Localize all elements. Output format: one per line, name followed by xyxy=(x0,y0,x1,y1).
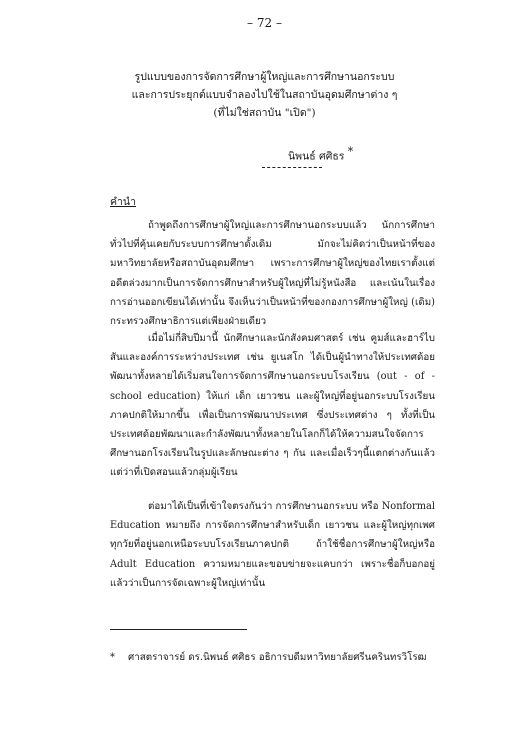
footnote xyxy=(110,650,440,665)
footnote-mark: * xyxy=(110,652,115,663)
footnote-text: ศาสตราจารย์ ดร.นิพนธ์ ศศิธร อธิการบดีมหาวิทยาลัยศรีนครินทรวิโรฒ xyxy=(128,652,427,663)
section-heading: คำนำ xyxy=(110,196,136,208)
page-number: – 72 – xyxy=(247,16,282,30)
body-paragraph-3 xyxy=(110,497,435,593)
body-paragraph-1 xyxy=(110,216,435,331)
author-footnote-mark: * xyxy=(347,145,354,158)
title-line-3: (ที่ไม่ใช่สถาบัน "เปิด") xyxy=(213,107,316,119)
author-line xyxy=(288,145,353,165)
document-title xyxy=(0,68,529,122)
title-separator xyxy=(262,167,322,168)
footnote-rule xyxy=(110,629,247,630)
title-line-2: และการประยุกต์แบบจำลองไปใช้ในสถาบันอุดมศึกษาต่าง ๆ xyxy=(131,89,398,101)
body-paragraph-2 xyxy=(110,329,435,483)
title-line-1: รูปแบบของการจัดการศึกษาผู้ใหญ่และการศึกษานอกระบบ xyxy=(134,71,395,83)
paragraph-text: ต่อมาได้เป็นที่เข้าใจตรงกันว่า การศึกษานอกระบบ หรือ Nonformal Education หมายถึง การจัดการศึกษาสำหรับเด็ก เยาวชน และผู้ใหญ่ทุกเพศทุกวัยที่อยู่นอกเหนือระบบโรงเรียนภาคปกติ ถ้าใช้ชื่อการศึกษาผู้ใหญ่หรือ Adult Education ความหมายและขอบข่ายจะแคบกว่า เพราะชื่อก็บอกอยู่แล้วว่าเป็นการจัดเฉพาะผู้ใหญ่เท่านั้น xyxy=(110,501,435,589)
author-name: นิพนธ์ ศศิธร xyxy=(288,150,345,163)
paragraph-text: เมื่อไม่กี่สิบปีมานี้ นักศึกษาและนักสังคมศาสตร์ เช่น คูมส์และฮาร์ไบสันและองค์การระหว่างประเทศ เช่น ยูเนสโก ได้เป็นผู้นำทางให้ประเทศด้อยพัฒนาทั้งหลายได้เริ่มสนใจการจัดการศึกษานอกระบบโรงเรียน (out - of - school education) ให้แก่ เด็ก เยาวชน และผู้ใหญ่ที่อยู่นอกระบบโรงเรียนภาคปกติให้มากขึ้น เพื่อเป็นการพัฒนาประเทศ ซึ่งประเทศต่าง ๆ ทั้งที่เป็นประเทศด้อยพัฒนาและกำลังพัฒนาทั้งหลายในโลกก็ได้ให้ความสนใจจัดการศึกษานอกโรงเรียนในรูปและลักษณะต่าง ๆ กัน และเมื่อเร็วๆนี้แตกต่างกันแล้วแต่ว่าที่เปิดสอนแล้วกลุ่มผู้เรียน xyxy=(110,333,435,479)
paragraph-text: ถ้าพูดถึงการศึกษาผู้ใหญ่และการศึกษานอกระบบแล้ว นักการศึกษาทั่วไปที่คุ้นเคยกับระบบการศึกษาดั้งเดิม มักจะไม่คิดว่าเป็นหน้าที่ของมหาวิทยาลัยหรือสถาบันอุดมศึกษา เพราะการศึกษาผู้ใหญ่ของไทยเราตั้งแต่อดีตล่วงมากเป็นการจัดการศึกษาสำหรับผู้ใหญ่ที่ไม่รู้หนังสือ และเน้นในเรื่องการอ่านออกเขียนได้เท่านั้น จึงเห็นว่าเป็นหน้าที่ของกองการศึกษาผู้ใหญ่ (เดิม) กระทรวงศึกษาธิการแต่เพียงฝ่ายเดียว xyxy=(110,220,435,328)
